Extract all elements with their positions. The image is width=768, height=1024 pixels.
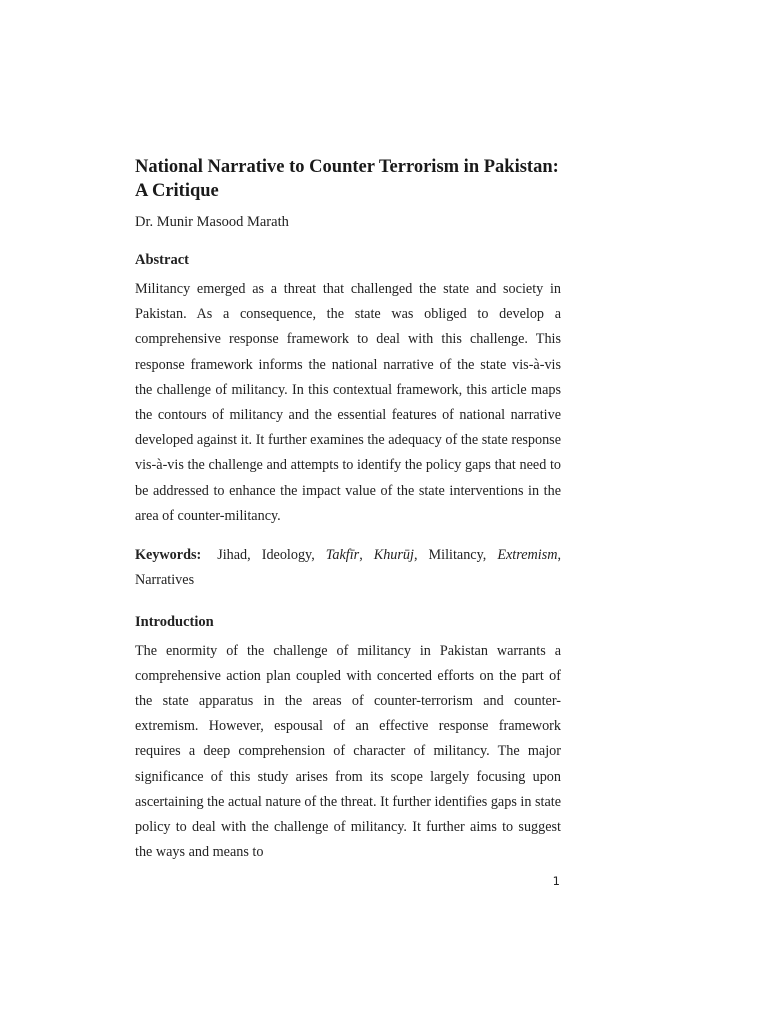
keyword-item: Extremism bbox=[497, 547, 558, 564]
article-body bbox=[135, 155, 561, 880]
keyword-item: Takfīr bbox=[325, 547, 360, 564]
keyword-item: Narratives bbox=[135, 572, 195, 589]
keywords-label: Keywords: bbox=[135, 547, 202, 564]
keywords-list: Jihad, Ideology, Takfīr, Khurūj, Militancy, Extremism, Narratives bbox=[135, 547, 562, 589]
keywords-line bbox=[135, 543, 561, 593]
article-author: Dr. Munir Masood Marath bbox=[135, 214, 289, 230]
keyword-item: Khurūj bbox=[373, 547, 414, 564]
abstract-text: Militancy emerged as a threat that challenged the state and society in Pakistan. As a consequence, the state was obliged to develop a comprehensive response framework to deal with this challenge. This response framework informs the national narrative of the state vis-à-vis the challenge of militancy. In this contextual framework, this article maps the contours of militancy and the essential features of national narrative developed against it. It further examines the adequacy of the state response vis-à-vis the challenge and attempts to identify the policy gaps that need to be addressed to enhance the impact value of the state interventions in the area of counter-militancy. bbox=[135, 281, 561, 524]
abstract-heading: Abstract bbox=[135, 252, 189, 268]
introduction-heading: Introduction bbox=[135, 613, 214, 630]
keyword-item: Militancy bbox=[428, 547, 483, 564]
keyword-item: Ideology bbox=[261, 547, 312, 564]
article-title: National Narrative to Counter Terrorism in Pakistan: A Critique bbox=[135, 157, 559, 201]
introduction-text: The enormity of the challenge of militancy in Pakistan warrants a comprehensive action plan coupled with concerted efforts on the part of the state apparatus in the areas of counter-terrorism and counter-extremism. However, espousal of an effective response framework requires a deep comprehension of character of militancy. The major significance of this study arises from its scope largely focusing upon ascertaining the actual nature of the threat. It further identifies gaps in state policy to deal with the challenge of militancy. It further aims to suggest the ways and means to bbox=[135, 642, 561, 861]
page-number: 1 bbox=[552, 874, 560, 888]
keyword-item: Jihad bbox=[217, 547, 248, 564]
